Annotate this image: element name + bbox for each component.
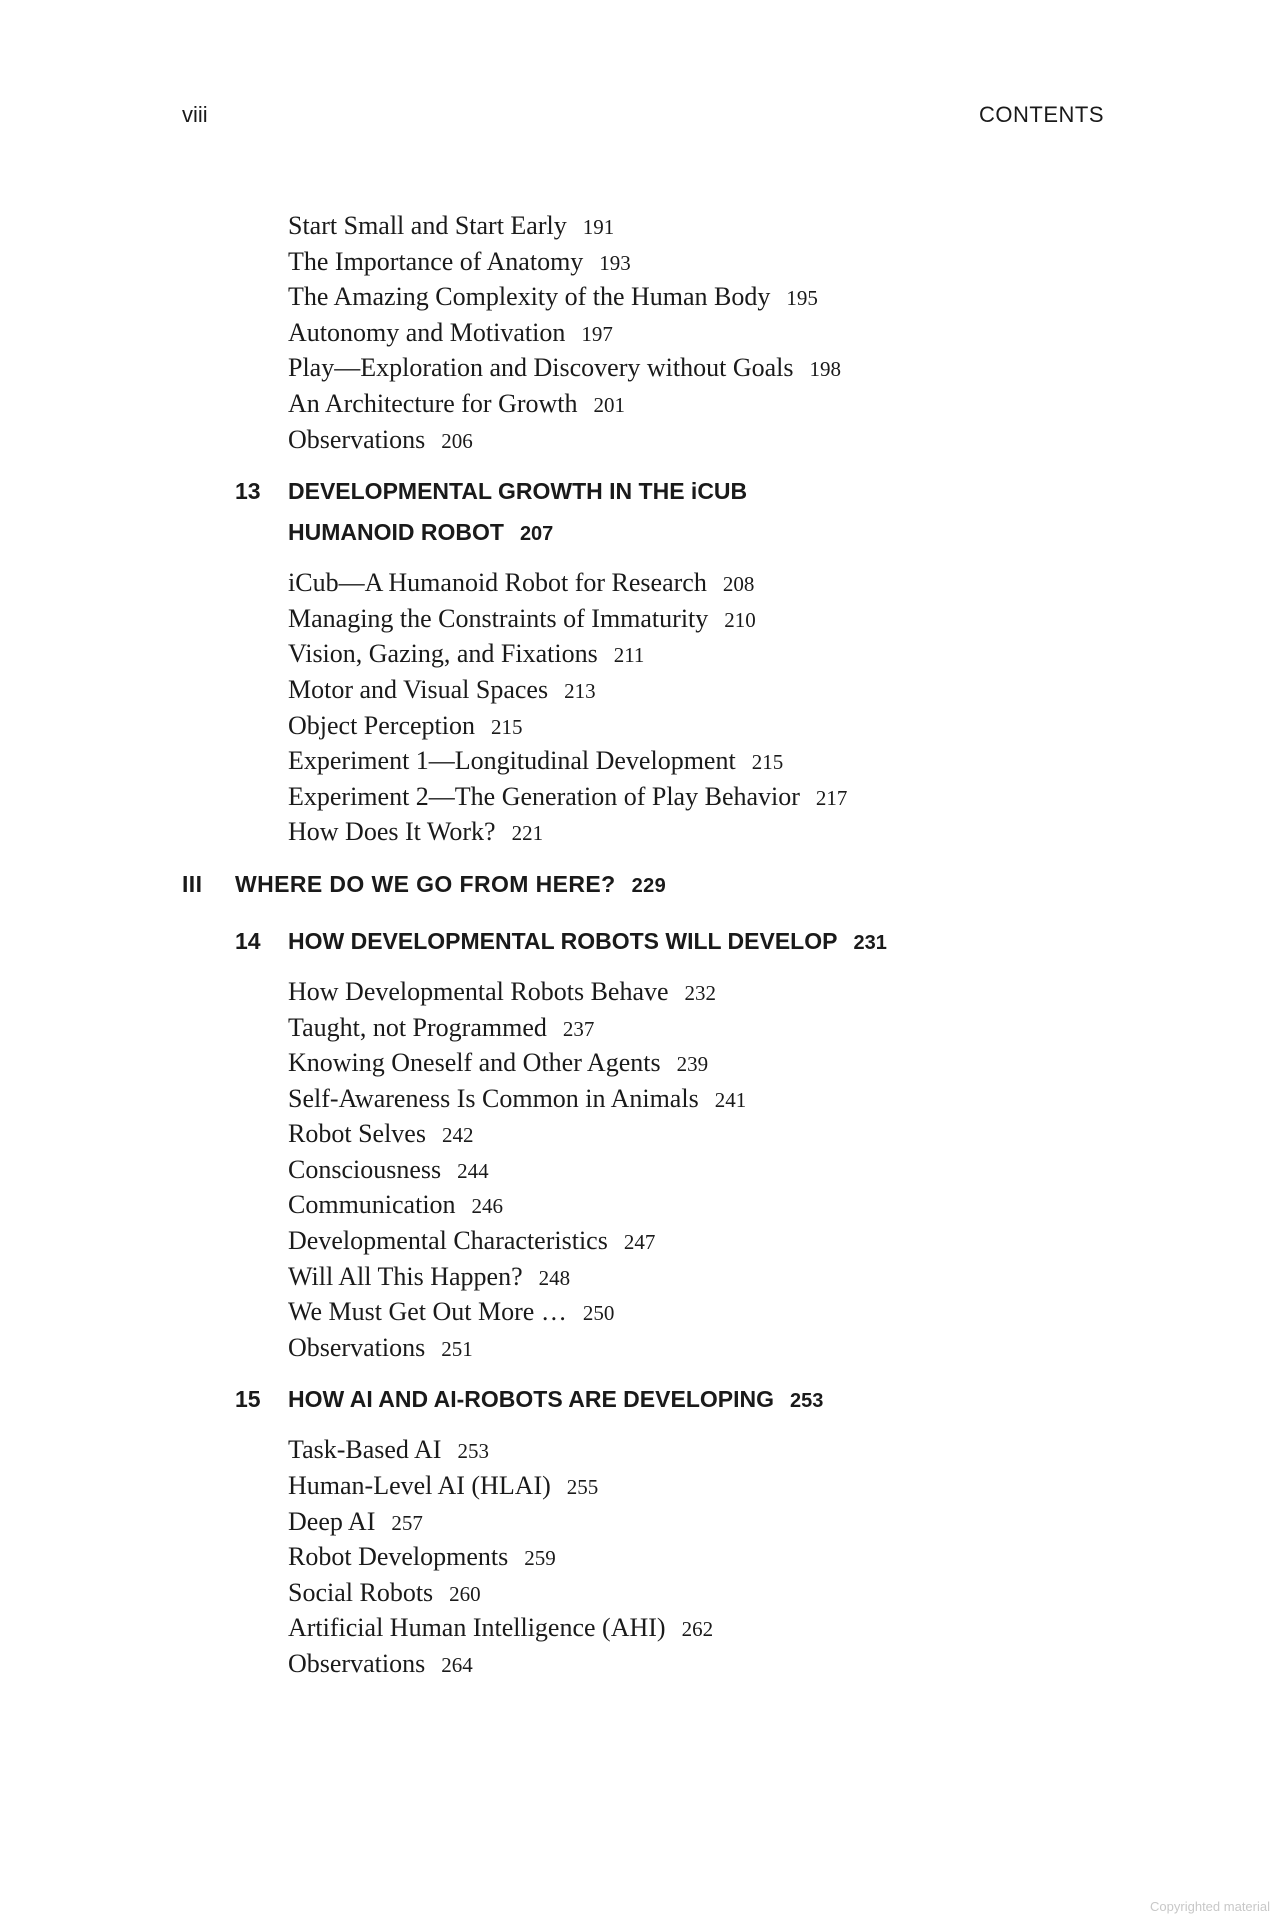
toc-entry bbox=[288, 244, 1280, 280]
toc-entry-title: Object Perception bbox=[288, 710, 475, 740]
toc-entry bbox=[288, 1152, 1280, 1188]
toc-entry-page: 215 bbox=[491, 714, 523, 739]
toc-entry-title: Knowing Oneself and Other Agents bbox=[288, 1048, 661, 1078]
toc-entry-title: Managing the Constraints of Immaturity bbox=[288, 603, 709, 633]
toc-entry-title: Consciousness bbox=[288, 1154, 442, 1184]
chapter-15-heading bbox=[0, 1379, 1280, 1422]
toc-entry-page: 260 bbox=[449, 1581, 481, 1606]
toc-entry bbox=[288, 1539, 1280, 1575]
chapter-heading-line bbox=[235, 921, 1280, 964]
toc-entry-page: 241 bbox=[714, 1087, 747, 1112]
toc-entry-title: Motor and Visual Spaces bbox=[288, 674, 549, 704]
toc-entry bbox=[288, 1116, 1280, 1152]
toc-entry-title: Task-Based AI bbox=[288, 1435, 442, 1465]
toc-entry-page: 247 bbox=[623, 1230, 656, 1255]
toc-entry bbox=[288, 1330, 1280, 1366]
toc-entry bbox=[288, 1504, 1280, 1540]
toc-entry-page: 197 bbox=[581, 321, 613, 346]
toc-entry bbox=[288, 743, 1280, 779]
toc-entry bbox=[288, 1468, 1280, 1504]
toc-entry-title: Robot Developments bbox=[288, 1542, 509, 1572]
toc-entry-title: Autonomy and Motivation bbox=[288, 317, 566, 347]
section-entries bbox=[0, 208, 1280, 457]
toc-entry-title: The Amazing Complexity of the Human Body bbox=[288, 282, 771, 312]
toc-entry-page: 215 bbox=[751, 750, 784, 775]
toc-entry bbox=[288, 708, 1280, 744]
toc-entry-page: 259 bbox=[524, 1546, 556, 1571]
toc-entry-page: 257 bbox=[391, 1510, 423, 1535]
chapter-heading-line bbox=[235, 471, 1280, 512]
toc-entry-page: 193 bbox=[599, 250, 631, 275]
toc-entry bbox=[288, 565, 1280, 601]
toc-entry bbox=[288, 1187, 1280, 1223]
chapter-page-number: 231 bbox=[853, 931, 887, 954]
toc-entry-title: Taught, not Programmed bbox=[288, 1012, 547, 1042]
chapter-13-entries bbox=[0, 565, 1280, 850]
toc-entry-title: Experiment 1—Longitudinal Development bbox=[288, 746, 736, 776]
toc-entry bbox=[288, 1294, 1280, 1330]
toc-entry-page: 244 bbox=[457, 1158, 489, 1183]
toc-entry-page: 239 bbox=[676, 1052, 709, 1077]
copyright-watermark: Copyrighted material bbox=[1150, 1899, 1270, 1914]
toc-entry-page: 211 bbox=[613, 643, 645, 668]
chapter-14-entries bbox=[0, 974, 1280, 1366]
toc-entry bbox=[288, 422, 1280, 458]
toc-entry-page: 213 bbox=[564, 678, 596, 703]
toc-entry-title: We Must Get Out More … bbox=[288, 1297, 567, 1327]
toc-entry-page: 208 bbox=[722, 572, 755, 597]
toc-entry-page: 217 bbox=[815, 785, 848, 810]
toc-entry-page: 198 bbox=[809, 357, 841, 382]
chapter-number: 14 bbox=[235, 927, 261, 954]
toc-entry bbox=[288, 1432, 1280, 1468]
toc-entry bbox=[288, 315, 1280, 351]
toc-entry bbox=[288, 1259, 1280, 1295]
toc-entry bbox=[288, 779, 1280, 815]
toc-entry-page: 206 bbox=[441, 428, 473, 453]
toc-entry-page: 201 bbox=[593, 392, 626, 417]
toc-entry-title: Observations bbox=[288, 424, 426, 454]
toc-entry bbox=[288, 814, 1280, 850]
toc-entry-page: 242 bbox=[441, 1123, 474, 1148]
toc-entry-title: Observations bbox=[288, 1332, 426, 1362]
toc-entry-title: An Architecture for Growth bbox=[288, 388, 578, 418]
toc-entry bbox=[288, 672, 1280, 708]
table-of-contents bbox=[0, 208, 1280, 1682]
toc-entry-title: Self-Awareness Is Common in Animals bbox=[288, 1083, 699, 1113]
toc-entry-title: How Does It Work? bbox=[288, 817, 496, 847]
toc-entry-title: How Developmental Robots Behave bbox=[288, 976, 669, 1006]
toc-entry-page: 250 bbox=[582, 1301, 615, 1326]
toc-entry-title: Observations bbox=[288, 1649, 426, 1678]
toc-entry bbox=[288, 1081, 1280, 1117]
toc-entry bbox=[288, 1045, 1280, 1081]
toc-entry-title: The Importance of Anatomy bbox=[288, 246, 584, 276]
toc-entry-page: 195 bbox=[786, 286, 818, 311]
chapter-number: 13 bbox=[235, 478, 261, 505]
page-header bbox=[0, 102, 1280, 132]
toc-entry-page: 251 bbox=[441, 1336, 473, 1361]
part-page-number: 229 bbox=[631, 874, 667, 897]
toc-entry-title: Robot Selves bbox=[288, 1119, 426, 1149]
toc-entry bbox=[288, 601, 1280, 637]
toc-entry bbox=[288, 1610, 1280, 1646]
running-head: CONTENTS bbox=[979, 102, 1104, 127]
toc-entry-title: Communication bbox=[288, 1190, 456, 1220]
toc-entry-page: 221 bbox=[511, 821, 544, 846]
toc-entry-title: Experiment 2—The Generation of Play Behavior bbox=[288, 781, 800, 811]
chapter-title: DEVELOPMENTAL GROWTH IN THE iCUB bbox=[288, 478, 748, 505]
toc-entry bbox=[288, 350, 1280, 386]
chapter-number: 15 bbox=[235, 1386, 261, 1413]
toc-entry-page: 264 bbox=[441, 1653, 473, 1677]
toc-entry-title: Human-Level AI (HLAI) bbox=[288, 1471, 551, 1501]
part-number: III bbox=[182, 870, 203, 897]
toc-entry bbox=[288, 636, 1280, 672]
toc-entry bbox=[288, 1223, 1280, 1259]
toc-entry-page: 191 bbox=[582, 215, 615, 239]
chapter-page-number: 207 bbox=[519, 523, 554, 546]
toc-entry bbox=[288, 386, 1280, 422]
chapter-page-number: 253 bbox=[790, 1390, 824, 1413]
toc-entry-title: Developmental Characteristics bbox=[288, 1226, 608, 1256]
part-3-heading bbox=[182, 864, 1280, 907]
toc-entry bbox=[288, 279, 1280, 315]
chapter-heading-line bbox=[235, 1379, 1280, 1422]
chapter-15-entries bbox=[0, 1432, 1280, 1681]
toc-entry-page: 246 bbox=[471, 1194, 504, 1219]
part-title: WHERE DO WE GO FROM HERE? bbox=[235, 870, 616, 897]
toc-entry-page: 237 bbox=[562, 1016, 595, 1041]
toc-entry-title: Start Small and Start Early bbox=[288, 211, 567, 240]
toc-entry bbox=[288, 208, 1280, 244]
chapter-title: HOW DEVELOPMENTAL ROBOTS WILL DEVELOP bbox=[288, 927, 838, 954]
toc-entry-page: 210 bbox=[724, 607, 756, 632]
toc-entry bbox=[288, 1575, 1280, 1611]
toc-entry-title: Will All This Happen? bbox=[288, 1261, 523, 1291]
toc-entry-page: 262 bbox=[681, 1617, 714, 1642]
page-folio: viii bbox=[182, 102, 208, 127]
toc-entry-title: Play—Exploration and Discovery without Goals bbox=[288, 353, 794, 383]
chapter-heading-line bbox=[288, 512, 1280, 555]
toc-entry-title: Social Robots bbox=[288, 1577, 434, 1607]
toc-entry-title: iCub—A Humanoid Robot for Research bbox=[288, 568, 707, 598]
toc-entry-title: Artificial Human Intelligence (AHI) bbox=[288, 1613, 666, 1643]
toc-entry-page: 248 bbox=[538, 1265, 571, 1290]
toc-entry-page: 255 bbox=[566, 1475, 599, 1500]
chapter-title-continued: HUMANOID ROBOT bbox=[288, 519, 504, 546]
chapter-14-heading bbox=[0, 921, 1280, 964]
toc-entry-title: Vision, Gazing, and Fixations bbox=[288, 639, 598, 669]
toc-entry-title: Deep AI bbox=[288, 1506, 376, 1536]
toc-entry bbox=[288, 1010, 1280, 1046]
toc-entry bbox=[288, 974, 1280, 1010]
toc-entry-page: 253 bbox=[457, 1439, 489, 1464]
chapter-title: HOW AI AND AI-ROBOTS ARE DEVELOPING bbox=[288, 1386, 774, 1413]
toc-entry bbox=[288, 1646, 1280, 1682]
chapter-13-heading bbox=[0, 471, 1280, 555]
toc-entry-page: 232 bbox=[684, 980, 717, 1005]
